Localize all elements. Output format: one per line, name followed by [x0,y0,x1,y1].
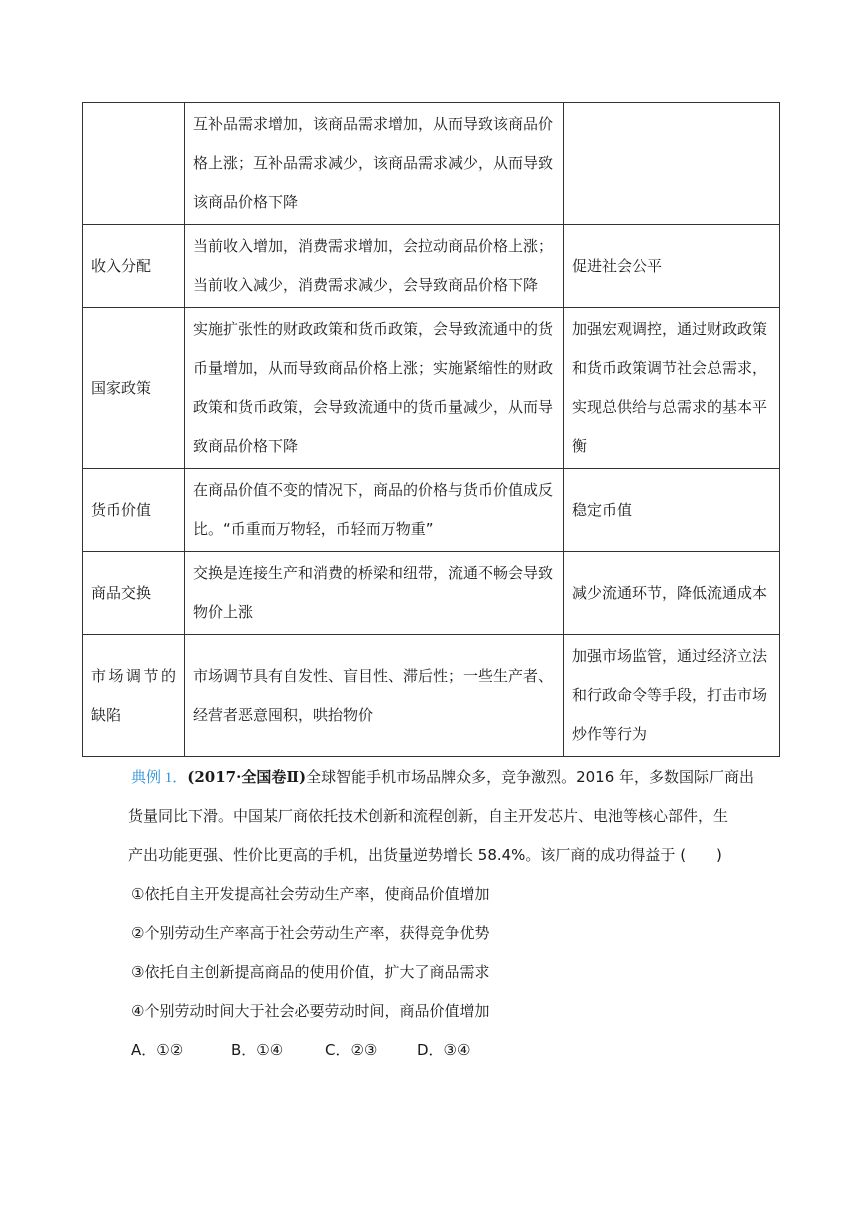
question-stem-line: 产出功能更强、性价比更高的手机，出货量逆势增长 58.4%。该厂商的成功得益于 ( ) [128,846,722,864]
impact-line: 格上涨；互补品需求减少，该商品需求减少，从而导致 [193,154,554,172]
factor-cell [83,552,185,635]
impact-line: 致商品价格下降 [193,437,299,455]
impact-cell [185,103,564,225]
measure-line: 减少流通环节，降低流通成本 [572,583,768,602]
measure-line: 衡 [572,437,588,455]
impact-line: 交换是连接生产和消费的桥梁和纽带，流通不畅会导致 [193,564,554,582]
table-row [83,552,780,635]
impact-cell [185,225,564,308]
table-row [83,103,780,225]
factor-cell [83,635,185,757]
measure-cell [564,308,780,469]
impact-line: 经营者恶意囤积，哄抬物价 [193,705,374,724]
option-b[interactable]: B．①④ [231,1041,284,1059]
impact-line: 政策和货币政策，会导致流通中的货币量减少，从而导 [193,398,554,416]
table-row [83,308,780,469]
measure-line: 炒作等行为 [572,725,648,743]
impact-cell [185,469,564,552]
question-source: (2017·全国卷Ⅱ) [187,768,307,786]
measure-line: 实现总供给与总需求的基本平 [572,398,768,416]
impact-line: 在商品价值不变的情况下，商品的价格与货币价值成反 [193,481,554,499]
factor-cell [83,103,185,225]
statement: ②个别劳动生产率高于社会劳动生产率，获得竞争优势 [131,924,490,942]
measure-line: 加强宏观调控，通过财政政策 [572,320,768,338]
measure-cell [564,225,780,308]
question-stem-line [131,758,755,797]
stem-text: 全球智能手机市场品牌众多，竞争激烈。2016 年，多数国际厂商出 [306,768,755,786]
impact-line: 币量增加，从而导致商品价格上涨；实施紧缩性的财政 [193,359,554,377]
impact-line: 物价上涨 [193,603,254,621]
measure-line: 稳定币值 [572,500,633,519]
measure-line: 和货币政策调节社会总需求， [572,359,768,377]
measure-cell [564,552,780,635]
factor-label: 国家政策 [91,378,152,397]
question-stem-line: 货量同比下滑。中国某厂商依托技术创新和流程创新，自主开发芯片、电池等核心部件，生 [128,807,729,825]
impact-line: 市场调节具有自发性、盲目性、滞后性；一些生产者、 [193,666,554,685]
table-row [83,225,780,308]
factor-cell [83,308,185,469]
factor-label: 市场调节的 [91,666,176,685]
impact-line: 比。“币重而万物轻，币轻而万物重” [193,520,434,538]
measure-line: 加强市场监管，通过经济立法 [572,647,768,665]
statement: ①依托自主开发提高社会劳动生产率，使商品价值增加 [131,885,490,903]
example-question [128,758,755,1070]
table-row [83,469,780,552]
answer-options [131,1031,731,1070]
impact-line: 当前收入减少，消费需求减少，会导致商品价格下降 [193,276,539,294]
factors-table [82,102,780,757]
measure-cell [564,635,780,757]
statement: ④个别劳动时间大于社会必要劳动时间，商品价值增加 [131,1002,490,1020]
measure-line: 和行政命令等手段，打击市场 [572,686,768,704]
impact-cell [185,308,564,469]
measure-line: 促进社会公平 [572,256,663,275]
factor-cell [83,469,185,552]
impact-line: 当前收入增加，消费需求增加，会拉动商品价格上涨； [193,237,554,255]
factor-label: 缺陷 [91,705,122,724]
factor-cell [83,225,185,308]
measure-cell [564,469,780,552]
example-tag: 典例 1． [131,770,188,786]
impact-cell [185,635,564,757]
impact-line: 实施扩张性的财政政策和货币政策，会导致流通中的货 [193,320,554,338]
factor-label: 收入分配 [91,256,152,275]
table-row [83,635,780,757]
impact-cell [185,552,564,635]
factor-label: 商品交换 [91,583,152,602]
factor-label: 货币价值 [91,500,152,519]
option-a[interactable]: A．①② [131,1041,184,1059]
option-c[interactable]: C．②③ [325,1041,378,1059]
measure-cell [564,103,780,225]
impact-line: 该商品价格下降 [193,193,299,211]
statement: ③依托自主创新提高商品的使用价值，扩大了商品需求 [131,963,490,981]
impact-line: 互补品需求增加，该商品需求增加，从而导致该商品价 [193,115,554,133]
option-d[interactable]: D．③④ [417,1041,471,1059]
